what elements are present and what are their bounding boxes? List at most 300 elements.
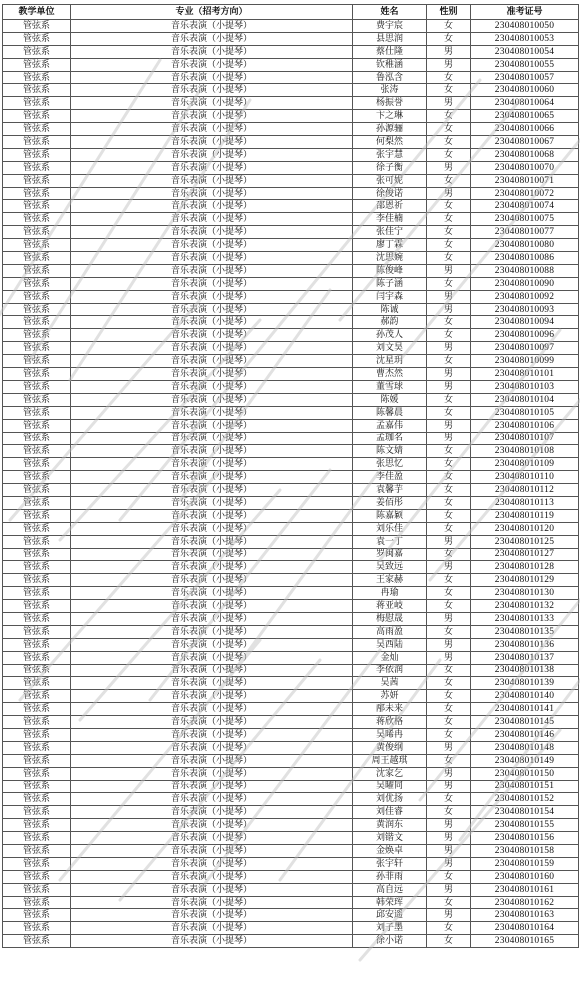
table-row — [3, 741, 579, 754]
major-cell: 音乐表演（小提琴） — [71, 845, 353, 858]
gender-cell: 女 — [427, 664, 471, 677]
major-cell: 音乐表演（小提琴） — [71, 303, 353, 316]
unit-cell: 管弦系 — [3, 612, 71, 625]
gender-cell: 女 — [427, 20, 471, 33]
exam-number-cell: 230408010161 — [471, 883, 579, 896]
gender-cell: 男 — [427, 832, 471, 845]
name-cell: 金灿 — [353, 651, 427, 664]
gender-cell: 女 — [427, 793, 471, 806]
unit-cell: 管弦系 — [3, 342, 71, 355]
unit-cell: 管弦系 — [3, 728, 71, 741]
major-cell: 音乐表演（小提琴） — [71, 290, 353, 303]
unit-cell: 管弦系 — [3, 793, 71, 806]
unit-cell: 管弦系 — [3, 600, 71, 613]
gender-cell: 女 — [427, 471, 471, 484]
unit-cell: 管弦系 — [3, 767, 71, 780]
exam-number-cell: 230408010165 — [471, 935, 579, 948]
unit-cell: 管弦系 — [3, 368, 71, 381]
gender-cell: 女 — [427, 174, 471, 187]
name-cell: 陈嘉颖 — [353, 509, 427, 522]
major-cell: 音乐表演（小提琴） — [71, 780, 353, 793]
table-row — [3, 226, 579, 239]
name-cell: 刘优扬 — [353, 793, 427, 806]
exam-number-cell: 230408010160 — [471, 870, 579, 883]
gender-cell: 女 — [427, 136, 471, 149]
exam-number-cell: 230408010090 — [471, 277, 579, 290]
table-row — [3, 32, 579, 45]
major-cell: 音乐表演（小提琴） — [71, 406, 353, 419]
exam-number-cell: 230408010119 — [471, 509, 579, 522]
major-cell: 音乐表演（小提琴） — [71, 922, 353, 935]
name-cell: 县思润 — [353, 32, 427, 45]
major-cell: 音乐表演（小提琴） — [71, 187, 353, 200]
major-cell: 音乐表演（小提琴） — [71, 419, 353, 432]
major-cell: 音乐表演（小提琴） — [71, 703, 353, 716]
gender-cell: 女 — [427, 625, 471, 638]
unit-cell: 管弦系 — [3, 535, 71, 548]
header-major: 专业（招考方向） — [71, 5, 353, 20]
table-row — [3, 71, 579, 84]
gender-cell: 男 — [427, 535, 471, 548]
name-cell: 吴西陆 — [353, 638, 427, 651]
table-row — [3, 845, 579, 858]
major-cell: 音乐表演（小提琴） — [71, 600, 353, 613]
unit-cell: 管弦系 — [3, 522, 71, 535]
gender-cell: 女 — [427, 600, 471, 613]
major-cell: 音乐表演（小提琴） — [71, 20, 353, 33]
exam-number-cell: 230408010148 — [471, 741, 579, 754]
major-cell: 音乐表演（小提琴） — [71, 239, 353, 252]
unit-cell: 管弦系 — [3, 484, 71, 497]
gender-cell: 女 — [427, 213, 471, 226]
unit-cell: 管弦系 — [3, 432, 71, 445]
table-row — [3, 870, 579, 883]
exam-number-cell: 230408010133 — [471, 612, 579, 625]
table-row — [3, 574, 579, 587]
unit-cell: 管弦系 — [3, 97, 71, 110]
major-cell: 音乐表演（小提琴） — [71, 161, 353, 174]
name-cell: 张宇慧 — [353, 148, 427, 161]
exam-number-cell: 230408010150 — [471, 767, 579, 780]
major-cell: 音乐表演（小提琴） — [71, 883, 353, 896]
table-row — [3, 664, 579, 677]
unit-cell: 管弦系 — [3, 664, 71, 677]
name-cell: 吴茜 — [353, 677, 427, 690]
major-cell: 音乐表演（小提琴） — [71, 136, 353, 149]
exam-number-cell: 230408010107 — [471, 432, 579, 445]
name-cell: 刘乐佳 — [353, 522, 427, 535]
table-row — [3, 136, 579, 149]
name-cell: 冉瑜 — [353, 587, 427, 600]
table-row — [3, 264, 579, 277]
table-row — [3, 935, 579, 948]
gender-cell: 女 — [427, 728, 471, 741]
gender-cell: 女 — [427, 200, 471, 213]
major-cell: 音乐表演（小提琴） — [71, 368, 353, 381]
unit-cell: 管弦系 — [3, 148, 71, 161]
exam-number-cell: 230408010086 — [471, 252, 579, 265]
table-row — [3, 380, 579, 393]
unit-cell: 管弦系 — [3, 329, 71, 342]
table-row — [3, 496, 579, 509]
name-cell: 徐小诺 — [353, 935, 427, 948]
exam-number-cell: 230408010097 — [471, 342, 579, 355]
name-cell: 沈思婉 — [353, 252, 427, 265]
gender-cell: 男 — [427, 368, 471, 381]
exam-number-cell: 230408010152 — [471, 793, 579, 806]
exam-number-cell: 230408010156 — [471, 832, 579, 845]
table-row — [3, 303, 579, 316]
table-row — [3, 625, 579, 638]
exam-number-cell: 230408010080 — [471, 239, 579, 252]
gender-cell: 女 — [427, 754, 471, 767]
exam-number-cell: 230408010105 — [471, 406, 579, 419]
major-cell: 音乐表演（小提琴） — [71, 548, 353, 561]
table-row — [3, 213, 579, 226]
name-cell: 张思忆 — [353, 458, 427, 471]
major-cell: 音乐表演（小提琴） — [71, 767, 353, 780]
gender-cell: 男 — [427, 909, 471, 922]
table-row — [3, 612, 579, 625]
major-cell: 音乐表演（小提琴） — [71, 535, 353, 548]
exam-number-cell: 230408010068 — [471, 148, 579, 161]
unit-cell: 管弦系 — [3, 355, 71, 368]
table-row — [3, 754, 579, 767]
exam-number-cell: 230408010162 — [471, 896, 579, 909]
name-cell: 袁馨芋 — [353, 484, 427, 497]
exam-number-cell: 230408010050 — [471, 20, 579, 33]
exam-number-cell: 230408010130 — [471, 587, 579, 600]
major-cell: 音乐表演（小提琴） — [71, 484, 353, 497]
gender-cell: 女 — [427, 896, 471, 909]
table-row — [3, 806, 579, 819]
unit-cell: 管弦系 — [3, 213, 71, 226]
table-row — [3, 239, 579, 252]
major-cell: 音乐表演（小提琴） — [71, 329, 353, 342]
name-cell: 韩荣珲 — [353, 896, 427, 909]
gender-cell: 男 — [427, 264, 471, 277]
gender-cell: 男 — [427, 883, 471, 896]
major-cell: 音乐表演（小提琴） — [71, 741, 353, 754]
exam-number-cell: 230408010129 — [471, 574, 579, 587]
exam-number-cell: 230408010103 — [471, 380, 579, 393]
major-cell: 音乐表演（小提琴） — [71, 58, 353, 71]
name-cell: 孙菲雨 — [353, 870, 427, 883]
major-cell: 音乐表演（小提琴） — [71, 71, 353, 84]
exam-number-cell: 230408010071 — [471, 174, 579, 187]
name-cell: 杨振誉 — [353, 97, 427, 110]
table-row — [3, 896, 579, 909]
name-cell: 梅慰晟 — [353, 612, 427, 625]
unit-cell: 管弦系 — [3, 458, 71, 471]
exam-number-cell: 230408010104 — [471, 393, 579, 406]
exam-number-cell: 230408010128 — [471, 561, 579, 574]
major-cell: 音乐表演（小提琴） — [71, 574, 353, 587]
unit-cell: 管弦系 — [3, 638, 71, 651]
major-cell: 音乐表演（小提琴） — [71, 806, 353, 819]
exam-number-cell: 230408010088 — [471, 264, 579, 277]
exam-number-cell: 230408010120 — [471, 522, 579, 535]
name-cell: 孟嘉伟 — [353, 419, 427, 432]
table-row — [3, 368, 579, 381]
table-row — [3, 651, 579, 664]
table-row — [3, 638, 579, 651]
gender-cell: 男 — [427, 161, 471, 174]
gender-cell: 女 — [427, 110, 471, 123]
unit-cell: 管弦系 — [3, 909, 71, 922]
major-cell: 音乐表演（小提琴） — [71, 97, 353, 110]
name-cell: 吴晞冉 — [353, 728, 427, 741]
gender-cell: 女 — [427, 393, 471, 406]
unit-cell: 管弦系 — [3, 187, 71, 200]
name-cell: 陈馨晨 — [353, 406, 427, 419]
unit-cell: 管弦系 — [3, 690, 71, 703]
unit-cell: 管弦系 — [3, 548, 71, 561]
table-row — [3, 587, 579, 600]
exam-number-cell: 230408010066 — [471, 123, 579, 136]
unit-cell: 管弦系 — [3, 625, 71, 638]
name-cell: 高雨盈 — [353, 625, 427, 638]
unit-cell: 管弦系 — [3, 561, 71, 574]
name-cell: 徐俊诺 — [353, 187, 427, 200]
exam-number-cell: 230408010132 — [471, 600, 579, 613]
unit-cell: 管弦系 — [3, 870, 71, 883]
gender-cell: 男 — [427, 342, 471, 355]
exam-number-cell: 230408010094 — [471, 316, 579, 329]
name-cell: 董雪球 — [353, 380, 427, 393]
name-cell: 钦稚涵 — [353, 58, 427, 71]
exam-number-cell: 230408010159 — [471, 857, 579, 870]
gender-cell: 女 — [427, 548, 471, 561]
major-cell: 音乐表演（小提琴） — [71, 793, 353, 806]
major-cell: 音乐表演（小提琴） — [71, 638, 353, 651]
gender-cell: 女 — [427, 484, 471, 497]
major-cell: 音乐表演（小提琴） — [71, 832, 353, 845]
table-row — [3, 84, 579, 97]
exam-number-cell: 230408010113 — [471, 496, 579, 509]
header-name: 姓名 — [353, 5, 427, 20]
gender-cell: 男 — [427, 45, 471, 58]
name-cell: 孟珈名 — [353, 432, 427, 445]
gender-cell: 女 — [427, 922, 471, 935]
name-cell: 姜佰彤 — [353, 496, 427, 509]
unit-cell: 管弦系 — [3, 264, 71, 277]
unit-cell: 管弦系 — [3, 883, 71, 896]
header-unit: 教学单位 — [3, 5, 71, 20]
exam-number-cell: 230408010154 — [471, 806, 579, 819]
major-cell: 音乐表演（小提琴） — [71, 45, 353, 58]
unit-cell: 管弦系 — [3, 832, 71, 845]
major-cell: 音乐表演（小提琴） — [71, 896, 353, 909]
table-row — [3, 252, 579, 265]
exam-number-cell: 230408010092 — [471, 290, 579, 303]
table-row — [3, 432, 579, 445]
gender-cell: 男 — [427, 561, 471, 574]
unit-cell: 管弦系 — [3, 174, 71, 187]
table-header-row — [3, 5, 579, 20]
unit-cell: 管弦系 — [3, 380, 71, 393]
table-row — [3, 522, 579, 535]
unit-cell: 管弦系 — [3, 677, 71, 690]
major-cell: 音乐表演（小提琴） — [71, 148, 353, 161]
exam-number-cell: 230408010053 — [471, 32, 579, 45]
gender-cell: 女 — [427, 226, 471, 239]
table-row — [3, 458, 579, 471]
gender-cell: 女 — [427, 690, 471, 703]
name-cell: 蒋亚岐 — [353, 600, 427, 613]
exam-number-cell: 230408010109 — [471, 458, 579, 471]
exam-number-cell: 230408010065 — [471, 110, 579, 123]
exam-number-cell: 230408010164 — [471, 922, 579, 935]
unit-cell: 管弦系 — [3, 587, 71, 600]
gender-cell: 女 — [427, 522, 471, 535]
name-cell: 沈星玥 — [353, 355, 427, 368]
unit-cell: 管弦系 — [3, 935, 71, 948]
gender-cell: 女 — [427, 870, 471, 883]
gender-cell: 男 — [427, 767, 471, 780]
unit-cell: 管弦系 — [3, 716, 71, 729]
exam-number-cell: 230408010067 — [471, 136, 579, 149]
gender-cell: 男 — [427, 303, 471, 316]
gender-cell: 男 — [427, 432, 471, 445]
gender-cell: 女 — [427, 509, 471, 522]
table-row — [3, 883, 579, 896]
unit-cell: 管弦系 — [3, 290, 71, 303]
gender-cell: 女 — [427, 355, 471, 368]
major-cell: 音乐表演（小提琴） — [71, 857, 353, 870]
exam-number-cell: 230408010112 — [471, 484, 579, 497]
name-cell: 李佳楠 — [353, 213, 427, 226]
name-cell: 卞之琳 — [353, 110, 427, 123]
name-cell: 徐子衡 — [353, 161, 427, 174]
gender-cell: 女 — [427, 458, 471, 471]
gender-cell: 女 — [427, 84, 471, 97]
table-row — [3, 857, 579, 870]
major-cell: 音乐表演（小提琴） — [71, 754, 353, 767]
unit-cell: 管弦系 — [3, 703, 71, 716]
name-cell: 曹杰然 — [353, 368, 427, 381]
exam-number-cell: 230408010158 — [471, 845, 579, 858]
name-cell: 吴曜同 — [353, 780, 427, 793]
unit-cell: 管弦系 — [3, 252, 71, 265]
table-row — [3, 561, 579, 574]
name-cell: 王家赫 — [353, 574, 427, 587]
table-row — [3, 600, 579, 613]
exam-number-cell: 230408010138 — [471, 664, 579, 677]
major-cell: 音乐表演（小提琴） — [71, 84, 353, 97]
name-cell: 孙茂人 — [353, 329, 427, 342]
unit-cell: 管弦系 — [3, 819, 71, 832]
major-cell: 音乐表演（小提琴） — [71, 664, 353, 677]
gender-cell: 女 — [427, 677, 471, 690]
major-cell: 音乐表演（小提琴） — [71, 264, 353, 277]
unit-cell: 管弦系 — [3, 393, 71, 406]
table-row — [3, 161, 579, 174]
gender-cell: 女 — [427, 587, 471, 600]
admission-list-table — [2, 4, 579, 948]
gender-cell: 女 — [427, 316, 471, 329]
major-cell: 音乐表演（小提琴） — [71, 277, 353, 290]
exam-number-cell: 230408010108 — [471, 445, 579, 458]
major-cell: 音乐表演（小提琴） — [71, 522, 353, 535]
unit-cell: 管弦系 — [3, 84, 71, 97]
gender-cell: 女 — [427, 406, 471, 419]
gender-cell: 男 — [427, 857, 471, 870]
major-cell: 音乐表演（小提琴） — [71, 625, 353, 638]
table-row — [3, 716, 579, 729]
gender-cell: 女 — [427, 806, 471, 819]
table-row — [3, 690, 579, 703]
name-cell: 郝韵 — [353, 316, 427, 329]
header-exam-number: 准考证号 — [471, 5, 579, 20]
name-cell: 张涛 — [353, 84, 427, 97]
major-cell: 音乐表演（小提琴） — [71, 342, 353, 355]
exam-number-cell: 230408010074 — [471, 200, 579, 213]
unit-cell: 管弦系 — [3, 896, 71, 909]
unit-cell: 管弦系 — [3, 471, 71, 484]
table-row — [3, 316, 579, 329]
unit-cell: 管弦系 — [3, 277, 71, 290]
gender-cell: 女 — [427, 445, 471, 458]
unit-cell: 管弦系 — [3, 406, 71, 419]
gender-cell: 女 — [427, 32, 471, 45]
exam-number-cell: 230408010110 — [471, 471, 579, 484]
exam-number-cell: 230408010146 — [471, 728, 579, 741]
exam-number-cell: 230408010077 — [471, 226, 579, 239]
table-row — [3, 793, 579, 806]
gender-cell: 女 — [427, 329, 471, 342]
major-cell: 音乐表演（小提琴） — [71, 213, 353, 226]
table-row — [3, 509, 579, 522]
exam-number-cell: 230408010137 — [471, 651, 579, 664]
table-row — [3, 548, 579, 561]
exam-number-cell: 230408010093 — [471, 303, 579, 316]
gender-cell: 男 — [427, 741, 471, 754]
exam-number-cell: 230408010060 — [471, 84, 579, 97]
unit-cell: 管弦系 — [3, 922, 71, 935]
name-cell: 金焕卓 — [353, 845, 427, 858]
unit-cell: 管弦系 — [3, 161, 71, 174]
table-row — [3, 909, 579, 922]
table-row — [3, 58, 579, 71]
exam-number-cell: 230408010141 — [471, 703, 579, 716]
unit-cell: 管弦系 — [3, 419, 71, 432]
name-cell: 鲁泓含 — [353, 71, 427, 84]
unit-cell: 管弦系 — [3, 754, 71, 767]
major-cell: 音乐表演（小提琴） — [71, 316, 353, 329]
major-cell: 音乐表演（小提琴） — [71, 909, 353, 922]
major-cell: 音乐表演（小提琴） — [71, 677, 353, 690]
unit-cell: 管弦系 — [3, 136, 71, 149]
gender-cell: 女 — [427, 252, 471, 265]
exam-number-cell: 230408010075 — [471, 213, 579, 226]
major-cell: 音乐表演（小提琴） — [71, 393, 353, 406]
unit-cell: 管弦系 — [3, 316, 71, 329]
name-cell: 李佳盈 — [353, 471, 427, 484]
name-cell: 何梨然 — [353, 136, 427, 149]
table-row — [3, 110, 579, 123]
gender-cell: 男 — [427, 780, 471, 793]
table-row — [3, 393, 579, 406]
major-cell: 音乐表演（小提琴） — [71, 819, 353, 832]
gender-cell: 男 — [427, 187, 471, 200]
table-row — [3, 329, 579, 342]
major-cell: 音乐表演（小提琴） — [71, 458, 353, 471]
name-cell: 费宇宸 — [353, 20, 427, 33]
table-row — [3, 342, 579, 355]
major-cell: 音乐表演（小提琴） — [71, 226, 353, 239]
major-cell: 音乐表演（小提琴） — [71, 32, 353, 45]
